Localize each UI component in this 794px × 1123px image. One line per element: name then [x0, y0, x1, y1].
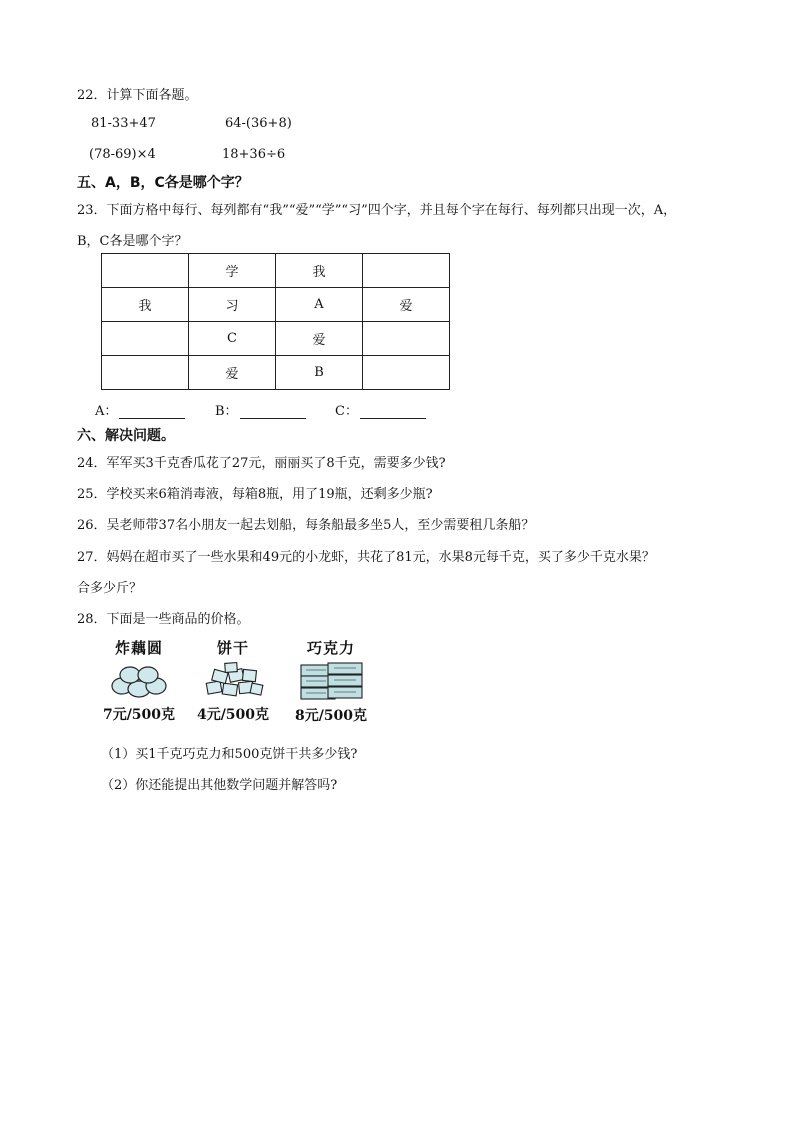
- grid-cell: 爱: [276, 322, 363, 356]
- grid-cell: [363, 322, 450, 356]
- grid-cell: 我: [102, 288, 189, 322]
- grid-row: [102, 254, 450, 288]
- grid-cell: [102, 322, 189, 356]
- q23-line2: B，C各是哪个字？: [77, 234, 188, 249]
- q25: 25．学校买来6箱消毒液，每箱8瓶，用了19瓶，还剩多少瓶?: [77, 487, 433, 502]
- answer-c-label: C：: [335, 404, 358, 419]
- product-biscuits: [190, 637, 276, 724]
- chocolate-icon: [298, 661, 364, 701]
- section5-title: 五、A，B，C各是哪个字？: [77, 175, 249, 191]
- answer-b-blank[interactable]: [240, 406, 306, 419]
- grid-cell: B: [276, 356, 363, 390]
- answer-a: [95, 400, 185, 419]
- q22-expr-2: 64-(36+8): [225, 116, 292, 131]
- lotus-balls-icon: [109, 662, 169, 700]
- grid-cell: 学: [189, 254, 276, 288]
- product-price: 8元/500克: [294, 708, 368, 724]
- product-lotus-balls: [96, 637, 182, 724]
- q22-label: 22．计算下面各题。: [77, 88, 198, 103]
- q24: 24．军军买3千克香瓜花了27元，丽丽买了8千克，需要多少钱?: [77, 456, 446, 471]
- grid-row: [102, 288, 450, 322]
- grid-cell: C: [189, 322, 276, 356]
- q22-expr-3: (78-69)×4: [89, 147, 156, 162]
- answer-a-blank[interactable]: [119, 406, 185, 419]
- q27-line2: 合多少斤？: [77, 581, 143, 596]
- answer-b: [215, 400, 306, 419]
- answer-c: [335, 400, 426, 419]
- word-grid: [101, 253, 450, 390]
- product-chocolate: [284, 637, 378, 725]
- product-name: 饼干: [216, 639, 249, 657]
- q28-sub2: （2）你还能提出其他数学问题并解答吗?: [101, 778, 338, 793]
- q22-expr-1: 81-33+47: [91, 116, 156, 131]
- grid-cell: A: [276, 288, 363, 322]
- grid-cell: 我: [276, 254, 363, 288]
- q28-label: 28．下面是一些商品的价格。: [77, 612, 250, 627]
- grid-row: [102, 322, 450, 356]
- grid-row: [102, 356, 450, 390]
- grid-cell: 习: [189, 288, 276, 322]
- q26: 26．吴老师带37名小朋友一起去划船，每条船最多坐5人，至少需要租几条船？: [77, 518, 535, 533]
- q23-line1: 23．下面方格中每行、每列都有“我”“爱”“学”“习”四个字，并且每个字在每行、每列都只出现一次，A，: [77, 203, 677, 218]
- product-price: 7元/500克: [102, 707, 176, 723]
- biscuits-icon: [201, 662, 265, 700]
- grid-cell: 爱: [189, 356, 276, 390]
- grid-cell: [102, 254, 189, 288]
- product-name: 炸藕圆: [114, 639, 163, 657]
- answer-a-label: A：: [95, 404, 118, 419]
- section6-title: 六、解决问题。: [77, 428, 175, 444]
- q27-line1: 27．妈妈在超市买了一些水果和49元的小龙虾，共花了81元，水果8元每千克，买了多少千克水果？: [77, 550, 655, 565]
- grid-cell: 爱: [363, 288, 450, 322]
- grid-cell: [363, 254, 450, 288]
- grid-cell: [363, 356, 450, 390]
- answer-b-label: B：: [215, 404, 238, 419]
- answer-c-blank[interactable]: [360, 406, 426, 419]
- product-price: 4元/500克: [196, 707, 270, 723]
- grid-cell: [102, 356, 189, 390]
- q22-expr-4: 18+36÷6: [222, 147, 286, 162]
- product-name: 巧克力: [306, 639, 355, 657]
- q28-sub1: （1）买1千克巧克力和500克饼干共多少钱?: [101, 747, 358, 762]
